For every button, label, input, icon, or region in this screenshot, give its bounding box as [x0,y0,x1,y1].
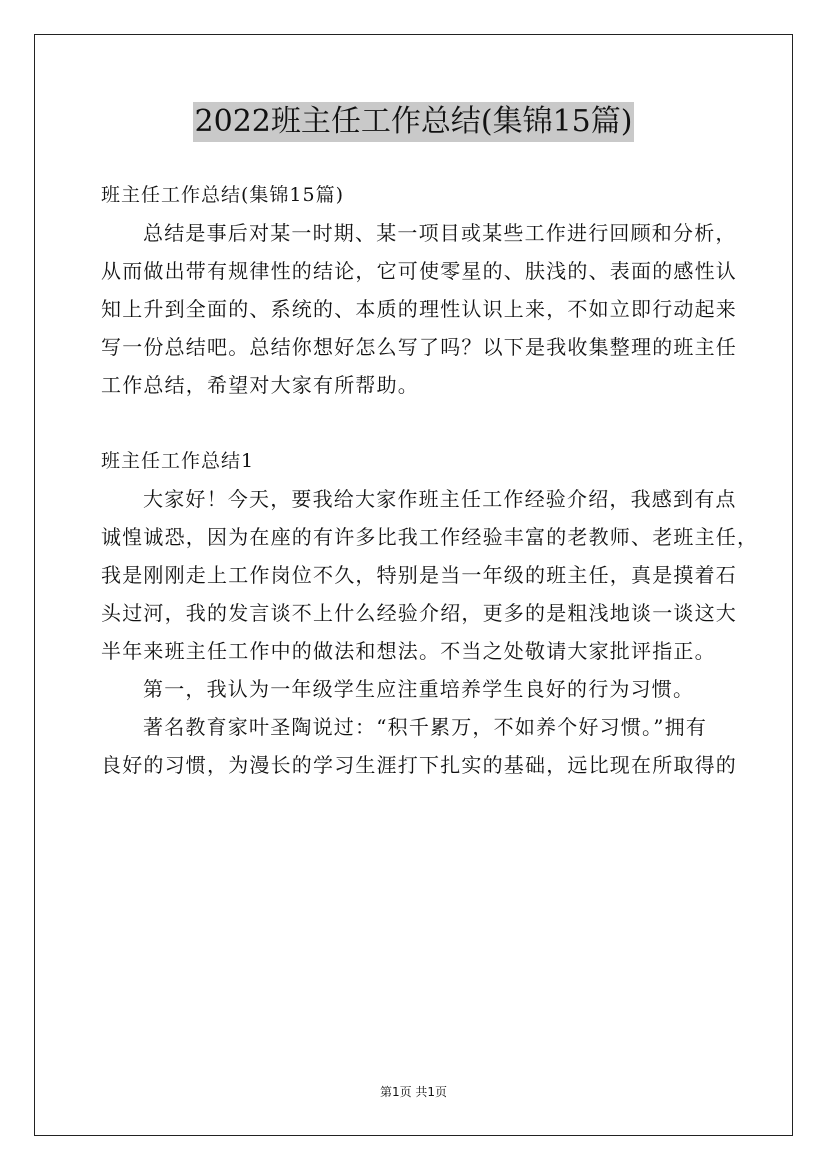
paragraph-2 [101,670,741,708]
paragraph-line: 写一份总结吧。总结你想好怎么写了吗？以下是我收集整理的班主任 [101,335,737,359]
paragraph-line: 诚惶诚恐，因为在座的有许多比我工作经验丰富的老教师、老班主任， [101,525,759,549]
page-footer: 第1页 共1页 [379,1085,448,1099]
section-heading: 班主任工作总结1 [101,450,255,472]
document-subtitle: 班主任工作总结(集锦15篇) [101,184,345,206]
paragraph-line: 我是刚刚走上工作岗位不久，特别是当一年级的班主任，真是摸着石 [101,563,737,587]
paragraph-line: 工作总结，希望对大家有所帮助。 [101,373,419,397]
intro-paragraph [101,214,741,404]
paragraph-line: 著名教育家叶圣陶说过：“积千累万，不如养个好习惯。”拥有 [143,715,708,739]
paragraph-3 [101,708,741,784]
paragraph-line: 知上升到全面的、系统的、本质的理性认识上来，不如立即行动起来 [101,297,737,321]
paragraph-line: 良好的习惯，为漫长的学习生涯打下扎实的基础，远比现在所取得的 [101,753,737,777]
paragraph-line: 大家好！今天，要我给大家作班主任工作经验介绍，我感到有点 [143,487,737,511]
paragraph-line: 第一，我认为一年级学生应注重培养学生良好的行为习惯。 [143,677,695,701]
document-body [101,176,759,784]
document-title: 2022班主任工作总结(集锦15篇) [193,102,635,142]
paragraph-line: 总结是事后对某一时期、某一项目或某些工作进行回顾和分析， [143,221,737,245]
title-container [0,102,827,142]
paragraph-line: 头过河，我的发言谈不上什么经验介绍，更多的是粗浅地谈一谈这大 [101,601,737,625]
blank-line [101,404,741,442]
paragraph-1 [101,480,759,670]
paragraph-line: 半年来班主任工作中的做法和想法。不当之处敬请大家批评指正。 [101,639,716,663]
paragraph-line: 从而做出带有规律性的结论，它可使零星的、肤浅的、表面的感性认 [101,259,737,283]
